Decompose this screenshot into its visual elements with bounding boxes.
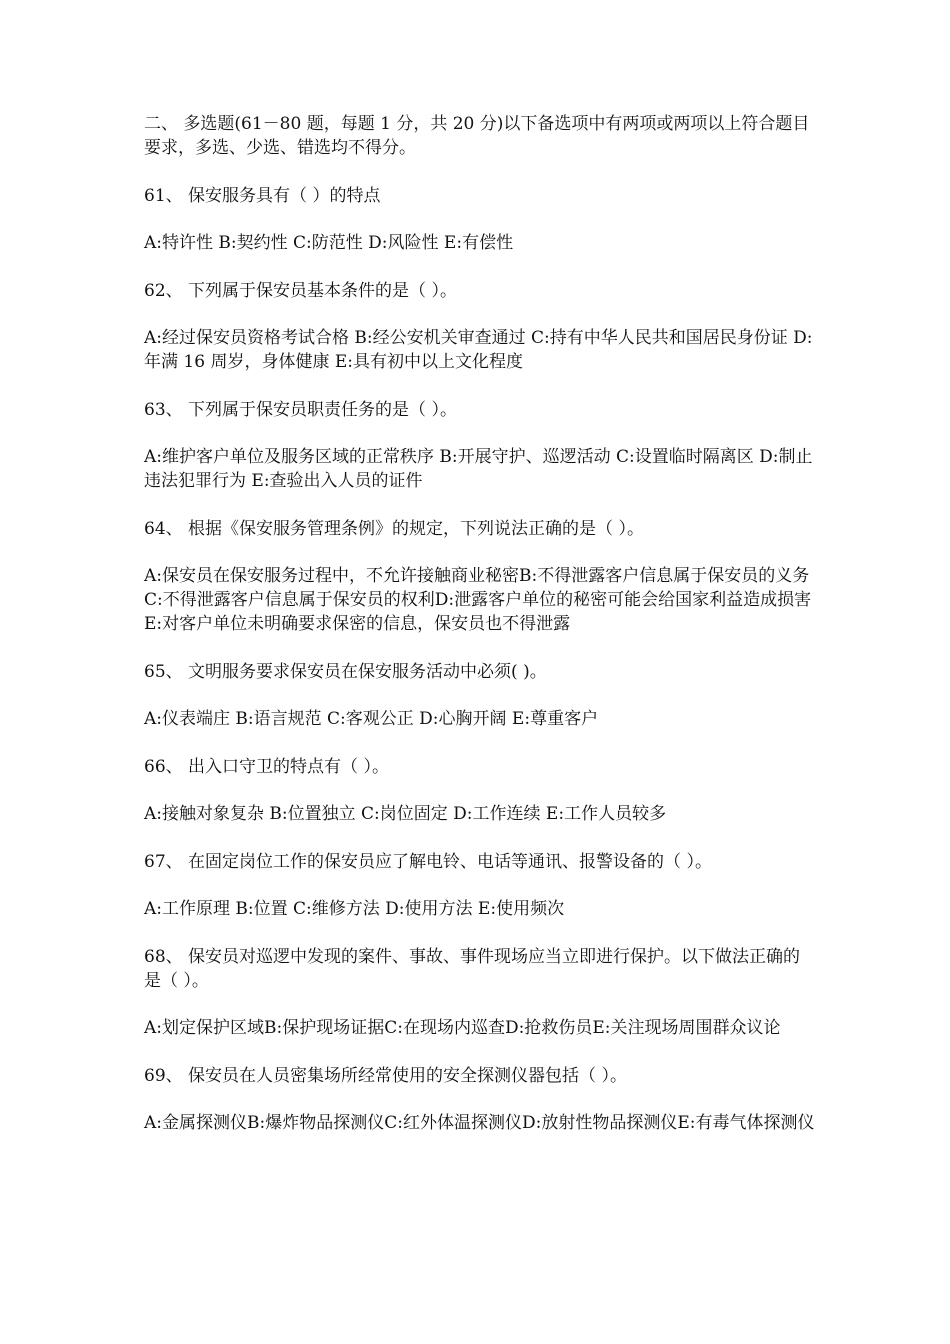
question-66-stem: 66、 出入口守卫的特点有（ ）。	[144, 756, 389, 777]
question-65-stem: 65、 文明服务要求保安员在保安服务活动中必须( )。	[144, 661, 547, 682]
question-67-options: A:工作原理 B:位置 C:维修方法 D:使用方法 E:使用频次	[144, 899, 565, 919]
question-64-stem: 64、 根据《保安服务管理条例》的规定，下列说法正确的是（ ）。	[144, 518, 644, 539]
section-heading: 二、 多选题(61－80 题，每题 1 分，共 20 分)以下备选项中有两项或两项以上符合题目要求，多选、少选、错选均不得分。	[144, 114, 810, 158]
question-68-options: A:划定保护区域B:保护现场证据C:在现场内巡查D:抢救伤员E:关注现场周围群众议论	[144, 1018, 781, 1038]
question-65-options: A:仪表端庄 B:语言规范 C:客观公正 D:心胸开阔 E:尊重客户	[144, 709, 599, 729]
question-64-options: A:保安员在保安服务过程中，不允许接触商业秘密B:不得泄露客户信息属于保安员的义务 C:不得泄露客户信息属于保安员的权利D:泄露客户单位的秘密可能会给国家利益造成损害E:对客户单位未明确要求保密的信息，保安员也不得泄露	[144, 566, 812, 634]
question-67-stem: 67、 在固定岗位工作的保安员应了解电铃、电话等通讯、报警设备的（ ）。	[144, 851, 712, 872]
question-69-options: A:金属探测仪B:爆炸物品探测仪C:红外体温探测仪D:放射性物品探测仪E:有毒气体探测仪	[144, 1113, 815, 1133]
question-63-options: A:维护客户单位及服务区域的正常秩序 B:开展守护、巡逻活动 C:设置临时隔离区 D:制止违法犯罪行为 E:查验出入人员的证件	[144, 447, 813, 491]
document-page	[144, 112, 816, 1159]
question-61-options: A:特许性 B:契约性 C:防范性 D:风险性 E:有偿性	[144, 233, 514, 253]
question-68-stem: 68、 保安员对巡逻中发现的案件、事故、事件现场应当立即进行保护。以下做法正确的是（ ）。	[144, 946, 801, 991]
question-63-stem: 63、 下列属于保安员职责任务的是（ ）。	[144, 399, 457, 420]
question-61-stem: 61、 保安服务具有（ ）的特点	[144, 185, 381, 206]
question-69-stem: 69、 保安员在人员密集场所经常使用的安全探测仪器包括（ ）。	[144, 1065, 627, 1086]
question-62-stem: 62、 下列属于保安员基本条件的是（ ）。	[144, 280, 457, 301]
question-62-options: A:经过保安员资格考试合格 B:经公安机关审查通过 C:持有中华人民共和国居民身份证 D:年满 16 周岁，身体健康 E:具有初中以上文化程度	[144, 328, 813, 372]
question-66-options: A:接触对象复杂 B:位置独立 C:岗位固定 D:工作连续 E:工作人员较多	[144, 804, 667, 824]
